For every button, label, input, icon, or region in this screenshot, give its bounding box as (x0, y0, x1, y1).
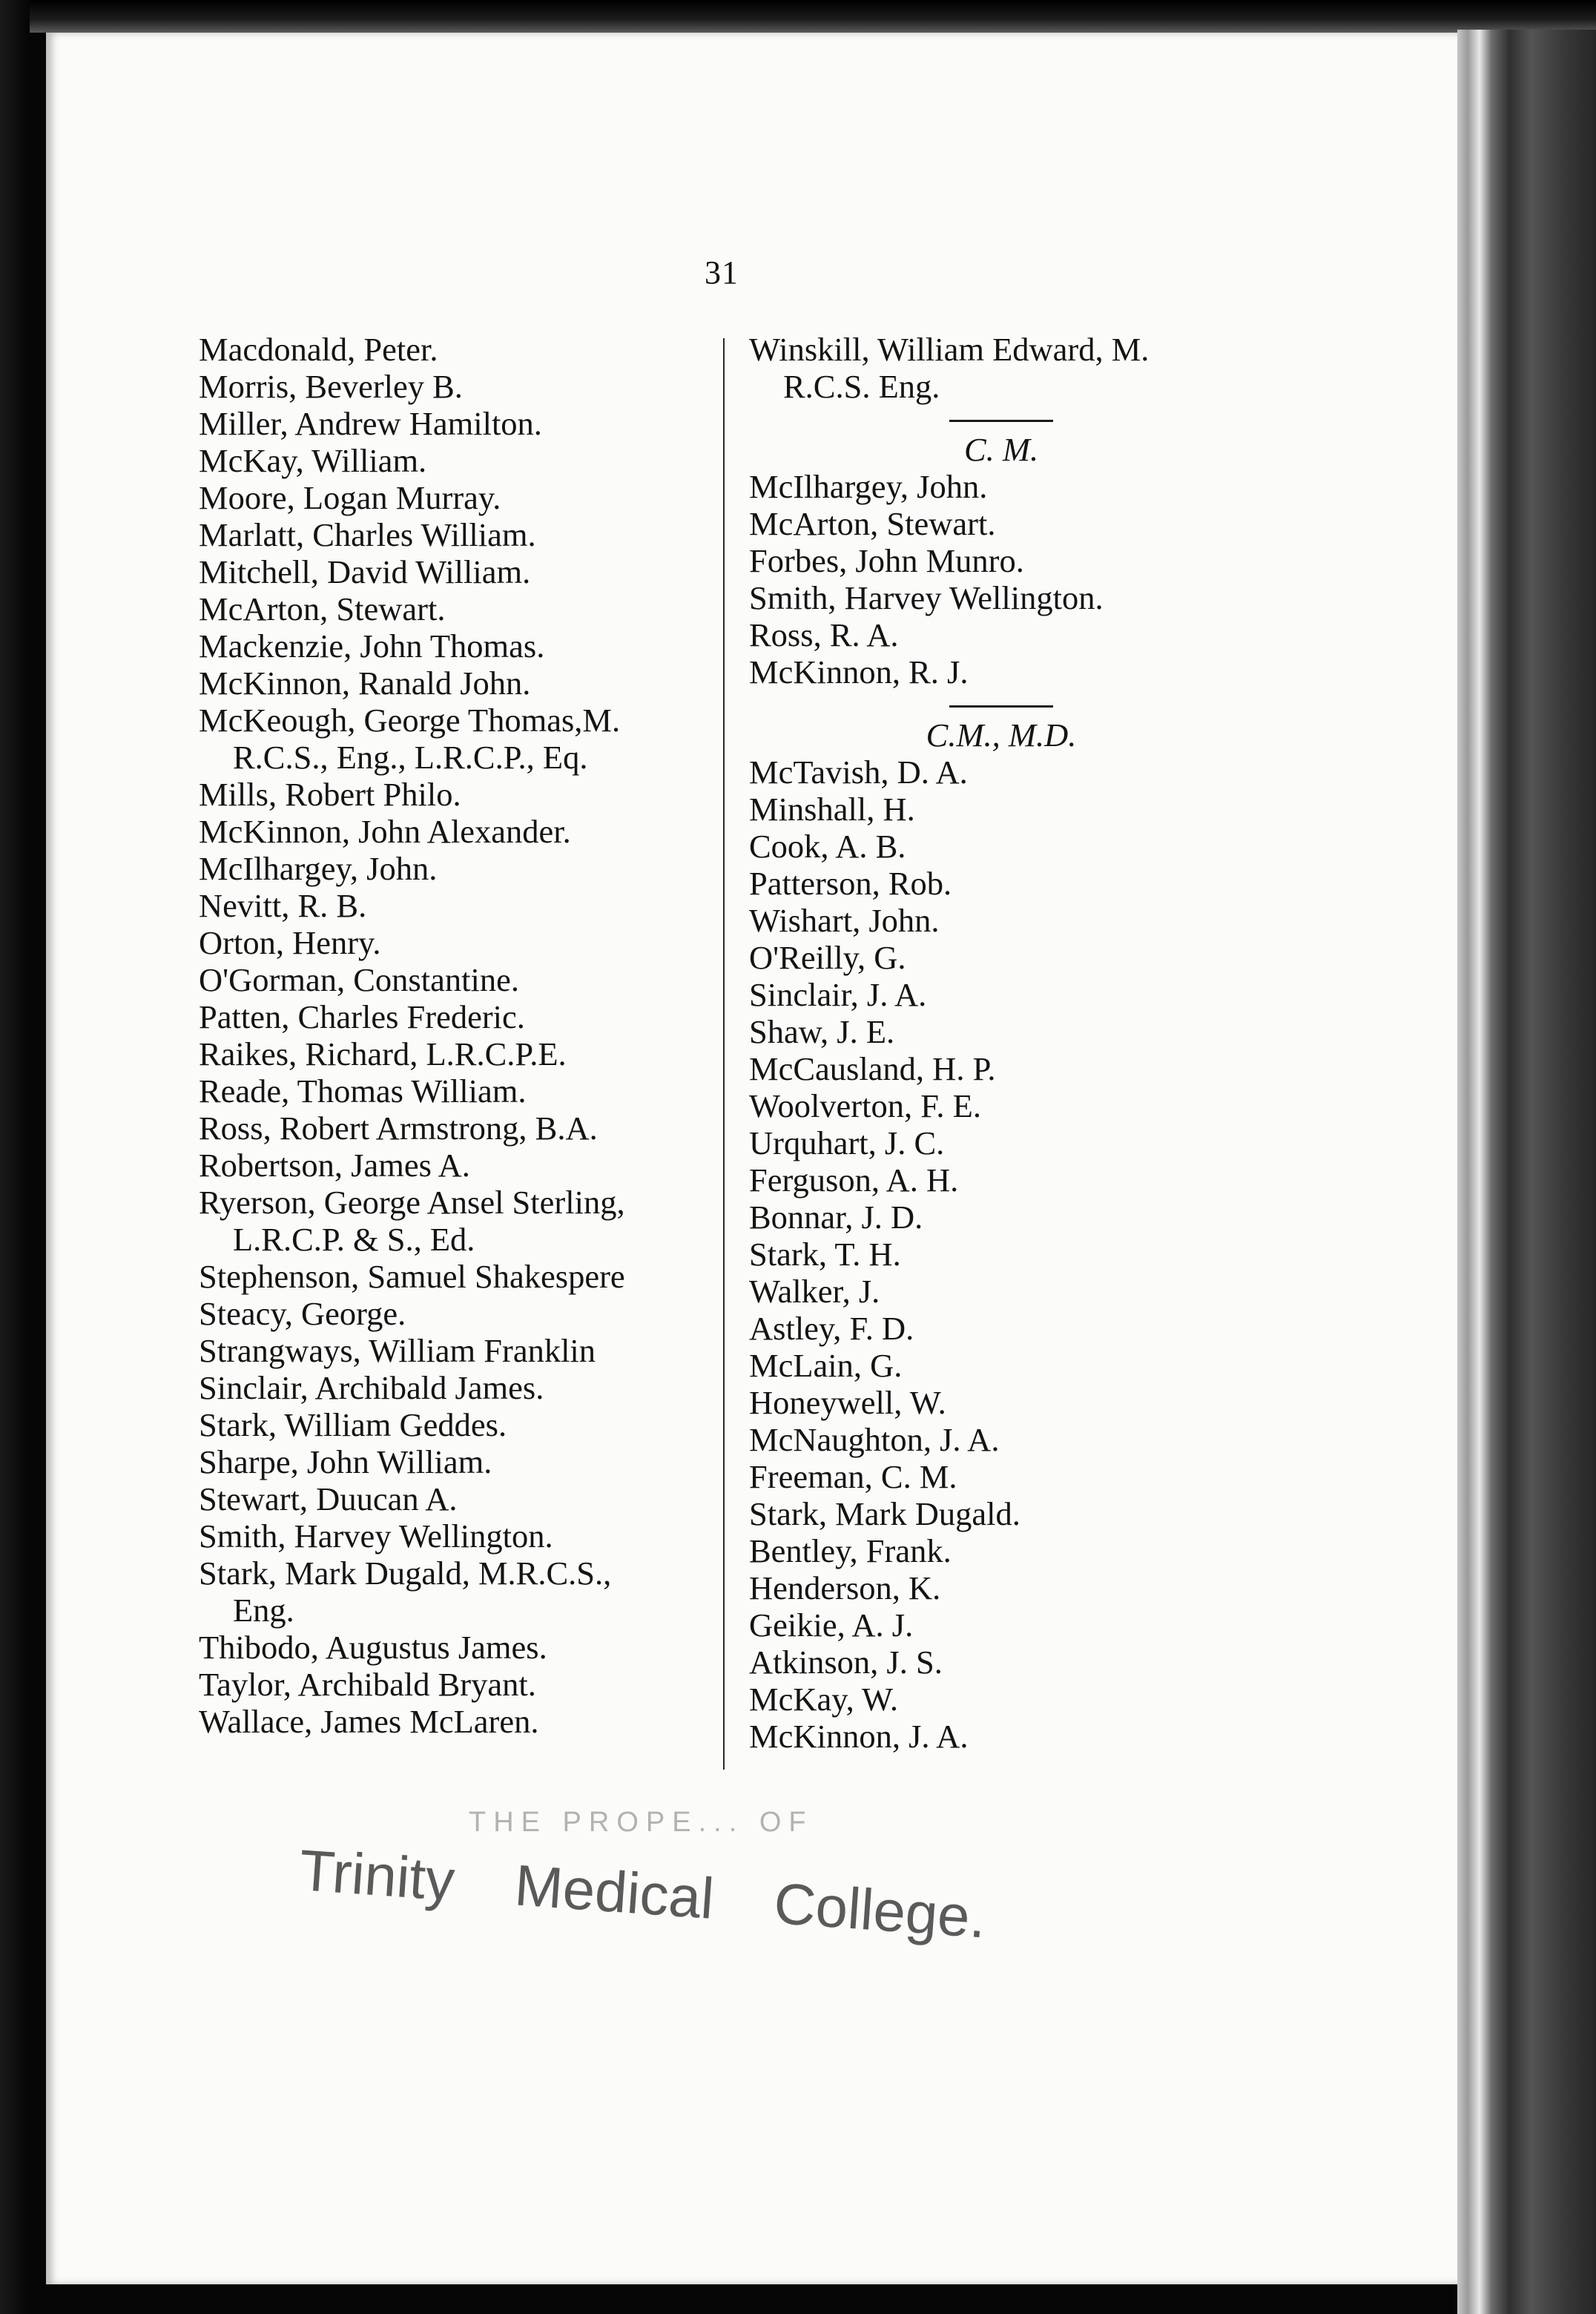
list-entry: Thibodo, Augustus James. (199, 1629, 547, 1666)
list-entry: McKinnon, Ranald John. (199, 665, 531, 702)
list-entry: Mitchell, David William. (199, 553, 531, 590)
list-entry: McIlhargey, John. (199, 850, 438, 887)
list-entry: McKeough, George Thomas,M. (199, 702, 621, 739)
list-entry: Patterson, Rob. (749, 865, 952, 902)
list-entry: Stark, William Geddes. (199, 1406, 507, 1443)
list-entry: McNaughton, J. A. (749, 1421, 1000, 1458)
list-entry: Eng. (233, 1592, 294, 1629)
right-top-entries (749, 331, 1298, 405)
list-entry: Steacy, George. (199, 1295, 406, 1332)
list-entry: Ryerson, George Ansel Sterling, (199, 1184, 625, 1221)
list-entry: Stark, Mark Dugald, M.R.C.S., (199, 1555, 612, 1592)
list-entry: Ferguson, A. H. (749, 1161, 959, 1199)
list-entry: Woolverton, F. E. (749, 1087, 981, 1124)
list-entry: Honeywell, W. (749, 1384, 946, 1421)
list-entry: McArton, Stewart. (749, 505, 996, 542)
list-entry: Freeman, C. M. (749, 1458, 957, 1495)
list-entry: Stephenson, Samuel Shakespere (199, 1258, 625, 1295)
list-entry: McKay, William. (199, 442, 427, 479)
list-entry: Moore, Logan Murray. (199, 479, 501, 516)
list-entry: McCausland, H. P. (749, 1050, 996, 1087)
list-entry: Smith, Harvey Wellington. (749, 579, 1104, 616)
list-entry: Stewart, Duucan A. (199, 1480, 458, 1517)
list-entry: Mills, Robert Philo. (199, 776, 461, 813)
list-entry: Reade, Thomas William. (199, 1072, 527, 1110)
list-entry: R.C.S., Eng., L.R.C.P., Eq. (233, 739, 588, 776)
list-entry: Urquhart, J. C. (749, 1124, 945, 1161)
list-entry: O'Gorman, Constantine. (199, 961, 519, 998)
list-entry: McKinnon, John Alexander. (199, 813, 571, 850)
list-entry: Walker, J. (749, 1273, 880, 1310)
page-number: 31 (705, 254, 739, 291)
column-rule (723, 338, 725, 1770)
page-edge-left (0, 0, 30, 2314)
list-entry: Morris, Beverley B. (199, 368, 463, 405)
list-entry: Ross, R. A. (749, 616, 899, 653)
list-entry: Patten, Charles Frederic. (199, 998, 525, 1035)
section-divider (949, 705, 1053, 708)
list-entry: Nevitt, R. B. (199, 887, 367, 924)
list-entry: O'Reilly, G. (749, 939, 906, 976)
list-entry: Wallace, James McLaren. (199, 1703, 539, 1740)
list-entry: McIlhargey, John. (749, 468, 988, 505)
list-entry: Strangways, William Franklin (199, 1332, 596, 1369)
list-entry: Henderson, K. (749, 1569, 941, 1606)
cm-md-entries (749, 754, 1298, 1755)
list-entry: Marlatt, Charles William. (199, 516, 536, 553)
list-entry: Forbes, John Munro. (749, 542, 1024, 579)
list-entry: Wishart, John. (749, 902, 940, 939)
list-entry: Sharpe, John William. (199, 1443, 492, 1480)
left-column (199, 331, 718, 1740)
list-entry: Macdonald, Peter. (199, 331, 438, 368)
library-stamp (297, 1790, 1043, 1976)
list-entry: McKinnon, R. J. (749, 653, 969, 690)
stamp-top-line: THE PROPE... OF (469, 1807, 814, 1838)
list-entry: Cook, A. B. (749, 828, 906, 865)
list-entry: L.R.C.P. & S., Ed. (233, 1221, 475, 1258)
list-entry: Bentley, Frank. (749, 1532, 952, 1569)
list-entry: R.C.S. Eng. (783, 368, 940, 405)
list-entry: Miller, Andrew Hamilton. (199, 405, 542, 442)
cm-entries (749, 468, 1298, 690)
list-entry: Taylor, Archibald Bryant. (199, 1666, 536, 1703)
list-entry: McLain, G. (749, 1347, 903, 1384)
list-entry: Ross, Robert Armstrong, B.A. (199, 1110, 598, 1147)
list-entry: McKinnon, J. A. (749, 1718, 969, 1755)
scan-top-shadow (30, 0, 1596, 33)
list-entry: Sinclair, Archibald James. (199, 1369, 544, 1406)
list-entry: Bonnar, J. D. (749, 1199, 923, 1236)
list-entry: Winskill, William Edward, M. (749, 331, 1150, 368)
list-entry: Robertson, James A. (199, 1147, 470, 1184)
book-spine (1457, 30, 1596, 2314)
list-entry: Raikes, Richard, L.R.C.P.E. (199, 1035, 567, 1072)
stamp-main-line: Trinity Medical College. (297, 1836, 989, 1951)
list-entry: McTavish, D. A. (749, 754, 968, 791)
section-heading-cm-md: C.M., M.D. (926, 716, 1077, 754)
list-entry: Shaw, J. E. (749, 1013, 895, 1050)
section-heading-cm: C. M. (963, 431, 1039, 468)
list-entry: Orton, Henry. (199, 924, 381, 961)
list-entry: Sinclair, J. A. (749, 976, 927, 1013)
list-entry: Smith, Harvey Wellington. (199, 1517, 553, 1555)
list-entry: Geikie, A. J. (749, 1606, 914, 1644)
list-entry: Minshall, H. (749, 791, 915, 828)
list-entry: Astley, F. D. (749, 1310, 914, 1347)
document-page (46, 33, 1457, 2284)
list-entry: McKay, W. (749, 1681, 899, 1718)
section-divider (949, 420, 1053, 422)
list-entry: Atkinson, J. S. (749, 1644, 943, 1681)
list-entry: McArton, Stewart. (199, 590, 446, 627)
list-entry: Mackenzie, John Thomas. (199, 627, 545, 665)
list-entry: Stark, Mark Dugald. (749, 1495, 1020, 1532)
list-entry: Stark, T. H. (749, 1236, 901, 1273)
right-column (749, 331, 1298, 1755)
